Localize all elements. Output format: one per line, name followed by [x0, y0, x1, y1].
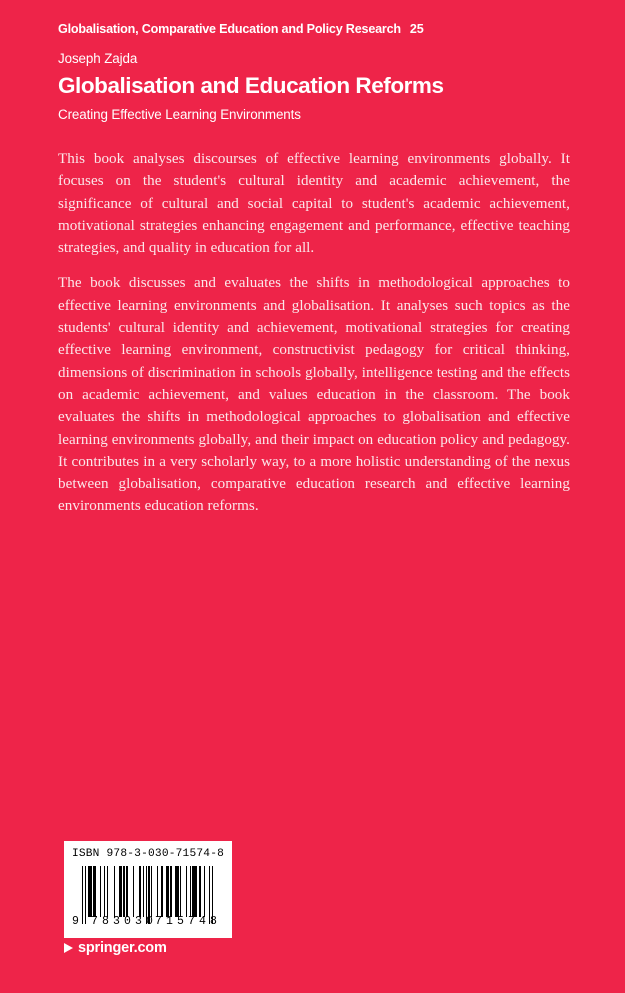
page-title: Globalisation and Education Reforms: [58, 73, 444, 98]
isbn-barcode: [64, 841, 232, 938]
book-subtitle: Creating Effective Learning Environments: [58, 106, 301, 122]
series-number: 25: [409, 22, 424, 36]
ean-lead-digit: 9: [72, 915, 80, 928]
series-title: Globalisation, Comparative Education and Policy Research: [58, 22, 401, 36]
ean-left-group: 783030: [91, 915, 158, 928]
barcode-bars: [82, 866, 214, 917]
blurb-paragraph-1: This book analyses discourses of effective learning environments globally. It focuses on the student's cultural identity and academic achievement, the significance of cultural and social capital to student's academic achievement, motivational strategies enhancing engagement and performance, effective teaching strategies, and quality in education for all.: [58, 151, 570, 257]
play-triangle-icon: [64, 943, 73, 953]
blurb-text: [58, 148, 570, 518]
ean-digits: [69, 915, 227, 931]
ean-right-group: 715748: [155, 915, 222, 928]
blurb-paragraph-2: The book discusses and evaluates the shifts in methodological approaches to effective learning environments and globalisation. It analyses such topics as the students' cultural identity and achievement, motivational strategies for creating effective learning environment, constructivist pedagogy for critical thinking, dimensions of discrimination in schools globally, intelligence testing and the effects on academic achievement, and values education in the classroom. The book evaluates the shifts in methodological approaches to globalisation and effective learning environments globally, and their impact on education policy and pedagogy. It contributes in a very scholarly way, to a more holistic understanding of the nexus between globalisation, comparative education research and effective learning environments education reforms.: [58, 275, 570, 515]
cover-header: [58, 22, 573, 122]
publisher-url: springer.com: [78, 940, 167, 956]
author-name: Joseph Zajda: [58, 51, 138, 66]
springer-logo[interactable]: [64, 940, 167, 956]
isbn-label: ISBN 978-3-030-71574-8: [71, 848, 225, 860]
series-title-line: [58, 22, 573, 36]
